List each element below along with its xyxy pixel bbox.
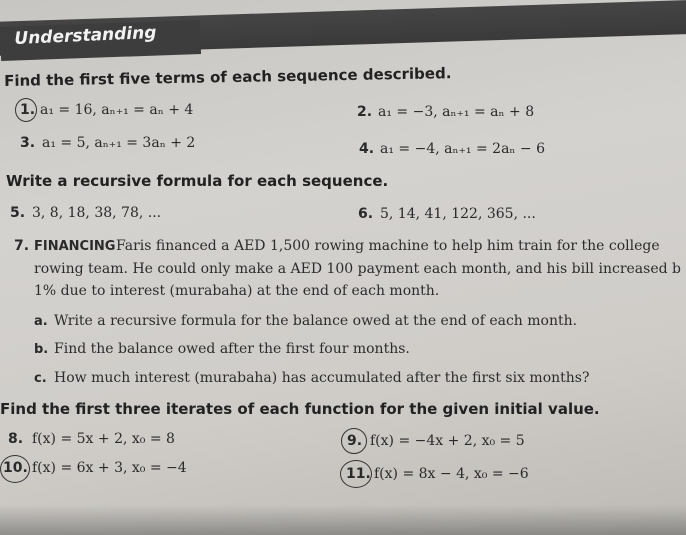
problem-equation: a₁ = −4, aₙ₊₁ = 2aₙ − 6 xyxy=(380,141,546,157)
part-label: a. xyxy=(34,314,48,329)
problem-number: 5. xyxy=(10,205,26,221)
section-title: Understanding xyxy=(14,22,157,49)
part-text: Write a recursive formula for the balance owed at the end of each month. xyxy=(54,313,578,329)
problem-equation: a₁ = 5, aₙ₊₁ = 3aₙ + 2 xyxy=(42,135,196,151)
page-shadow xyxy=(0,505,686,535)
instruction-sequences: Find the first five terms of each sequence described. xyxy=(4,64,452,90)
problem-number: 11. xyxy=(346,466,371,482)
pen-circle-mark xyxy=(15,98,37,122)
problem-number: 3. xyxy=(20,135,36,151)
problem-function: f(x) = −4x + 2, x₀ = 5 xyxy=(370,433,525,449)
problem-function: f(x) = 6x + 3, x₀ = −4 xyxy=(32,460,187,476)
problem-text-line: 1% due to interest (murabaha) at the end of each month. xyxy=(34,283,440,299)
problem-number: 7. xyxy=(14,238,30,254)
problem-number: 6. xyxy=(358,206,374,222)
problem-number: 8. xyxy=(8,431,24,447)
problem-text-line: Faris financed a AED 1,500 rowing machine to help him train for the college xyxy=(116,238,660,254)
problem-keyword: FINANCING xyxy=(34,239,116,254)
problem-number: 10. xyxy=(3,460,28,476)
problem-equation: a₁ = −3, aₙ₊₁ = aₙ + 8 xyxy=(378,104,535,120)
problem-number: 4. xyxy=(359,141,375,157)
problem-equation: a₁ = 16, aₙ₊₁ = aₙ + 4 xyxy=(40,102,194,118)
instruction-recursive: Write a recursive formula for each sequence. xyxy=(6,172,389,190)
part-text: How much interest (murabaha) has accumulated after the first six months? xyxy=(54,370,590,386)
problem-function: f(x) = 8x − 4, x₀ = −6 xyxy=(374,466,529,482)
part-label: b. xyxy=(34,342,49,357)
problem-text-line: rowing team. He could only make a AED 100 payment each month, and his bill increased b xyxy=(34,261,681,277)
problem-sequence: 5, 14, 41, 122, 365, ... xyxy=(380,206,536,222)
part-text: Find the balance owed after the first four months. xyxy=(54,341,410,357)
part-label: c. xyxy=(34,371,47,386)
problem-number: 2. xyxy=(357,104,373,120)
problem-number: 1. xyxy=(20,102,36,118)
instruction-iterates: Find the first three iterates of each function for the given initial value. xyxy=(0,400,600,418)
problem-sequence: 3, 8, 18, 38, 78, ... xyxy=(32,205,162,221)
problem-number: 9. xyxy=(347,433,363,449)
problem-function: f(x) = 5x + 2, x₀ = 8 xyxy=(32,431,175,447)
